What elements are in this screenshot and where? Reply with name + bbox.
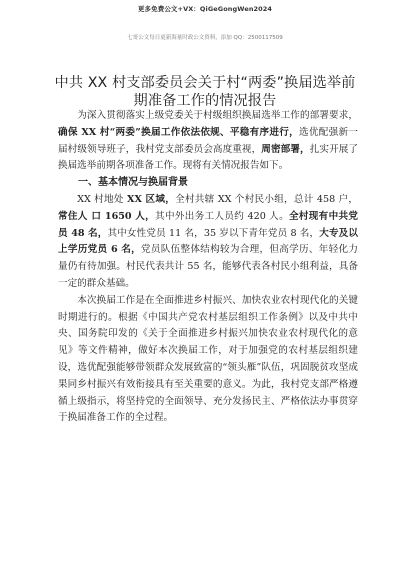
document-body	[58, 108, 358, 427]
promo-subbanner: 七哥公文每日更新海量时政公文资料，添加 QQ：2500117509	[127, 35, 283, 41]
basic-info-paragraph	[58, 192, 358, 293]
para2-h: 大专及以上学历党员 6 名，	[58, 227, 358, 256]
para2-g: 其中女性党员 11 名，35 岁以下青年党员 8 名，	[107, 227, 320, 239]
para2-b: XX 区域，	[127, 193, 176, 205]
para2-f: 全村现有中共党员 48 名，	[58, 210, 358, 239]
background-paragraph: 本次换届工作是在全面推进乡村振兴、加快农业农村现代化的关键时期进行的。根据《中国共产党农村基层组织工作条例》以及中共中央、国务院印发的《关于全面推进乡村振兴加快农业农村现代化的意见》等文件精神，做好本次换届工作，对于加强党的农村基层组织建设，选优配强能够带领群众发展致富的“领头雁”队伍，巩固脱贫攻坚成果同乡村振兴有效衔接具有至关重要的意义。为此，我村党支部严格遵循上级指示，将坚持党的全面领导、充分发扬民主、严格依法办事贯穿于换届准备工作的全过程。	[58, 294, 358, 424]
intro-text-a: 为深入贯彻落实上级党委关于村级组织换届选举工作的部署要求，	[77, 110, 358, 121]
document-title: 中共 XX 村支部委员会关于村“两委”换届选举前期准备工作的情况报告	[54, 75, 356, 109]
para2-i: 党员队伍整体结构较为合理，但高学历、年轻化力量仍有待加强。村民代表共计 55 名，能够代表各村民小组利益，具备一定的群众基础。	[58, 244, 359, 289]
section-heading-1: 一、基本情况与换届背景	[78, 177, 188, 189]
para2-e: 其中外出务工人员约 420 人。	[155, 210, 289, 222]
intro-text-e: 扎实开展了换届选举前期各项准备工作。现将有关情况报告如下。	[58, 143, 359, 172]
intro-paragraph	[58, 108, 358, 175]
para2-c: 全村共辖 XX 个村民小组，总计 458 户，	[175, 193, 358, 205]
intro-text-d: 周密部署，	[261, 143, 310, 155]
promo-banner: 更多免费公文+VX：QiGeGongWen2024	[137, 5, 273, 13]
para2-a: XX 村地处	[77, 193, 128, 205]
intro-text-c: 选优配强新一届村级领导班子，我村党支部委员会高度重视，	[58, 126, 359, 155]
intro-text-b: 确保 XX 村“两委”换届工作依法依规、平稳有序进行，	[58, 126, 300, 138]
para2-d: 常住人 口 1650 人，	[58, 210, 156, 222]
